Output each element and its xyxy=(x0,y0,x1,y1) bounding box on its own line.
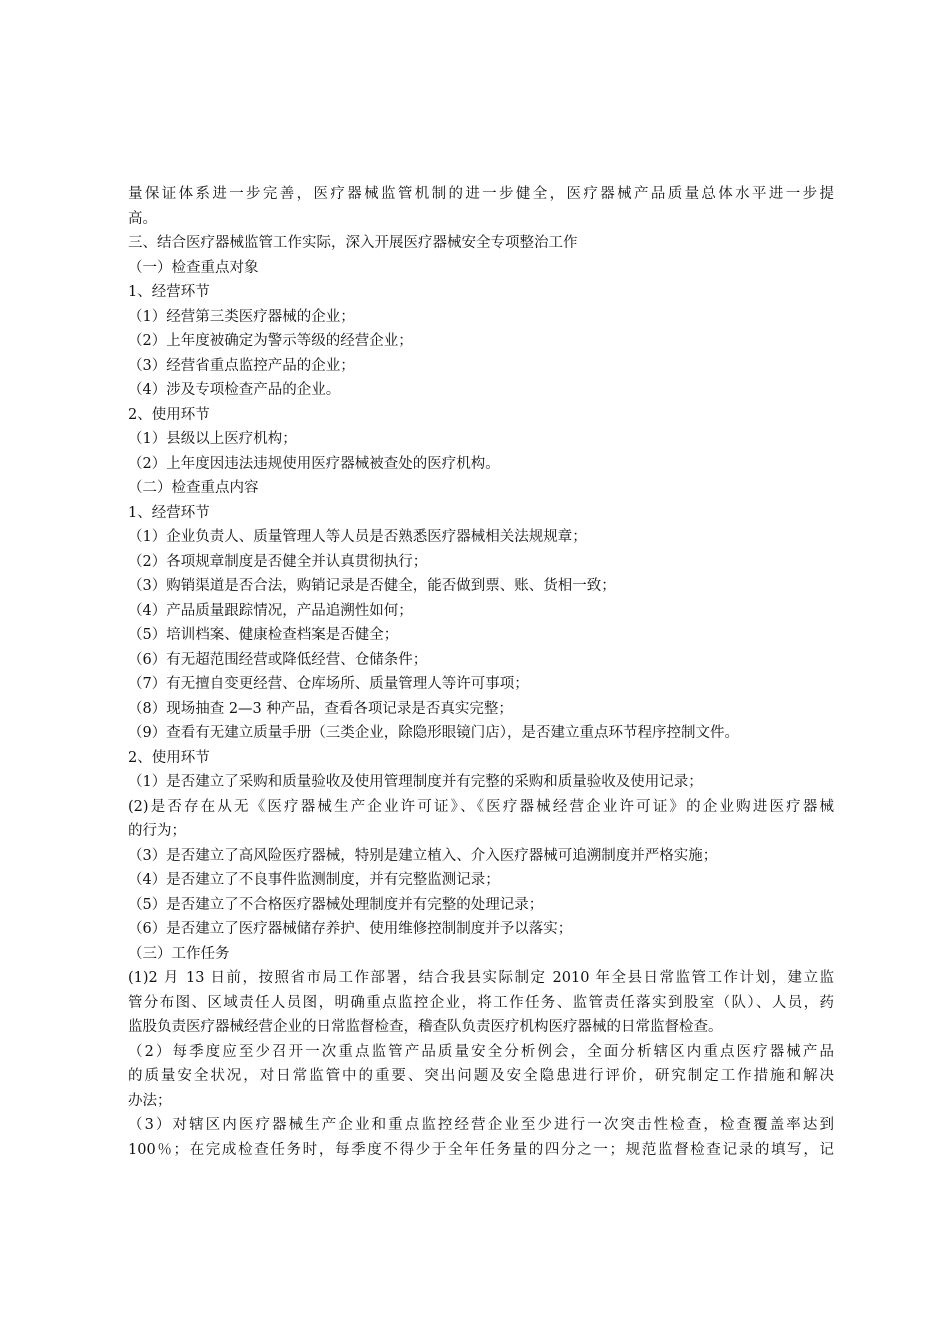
text-line: （4）产品质量跟踪情况，产品追溯性如何； xyxy=(128,602,413,619)
text-line: (2)是否存在从无《医疗器械生产企业许可证》、《医疗器械经营企业许可证》的企业购进医疗器械 xyxy=(128,798,834,815)
text-line: 2、使用环节 xyxy=(128,406,210,423)
text-line: （2）上年度被确定为警示等级的经营企业； xyxy=(128,333,413,349)
text-line: （1）企业负责人、质量管理人等人员是否熟悉医疗器械相关法规规章； xyxy=(128,529,587,545)
text-line: （3）经营省重点监控产品的企业； xyxy=(128,357,355,374)
text-line: （4）是否建立了不良事件监测制度，并有完整监测记录； xyxy=(128,872,500,888)
text-line: （1）是否建立了采购和质量验收及使用管理制度并有完整的采购和质量验收及使用记录； xyxy=(128,774,703,790)
text-line: （2）每季度应至少召开一次重点监管产品质量安全分析例会，全面分析辖区内重点医疗器械产品 xyxy=(128,1043,834,1060)
text-line: (1)2 月 13 日前，按照省市局工作部署，结合我县实际制定 2010 年全县日常监管工作计划，建立监 xyxy=(128,970,834,986)
text-line: （三）工作任务 xyxy=(128,945,230,962)
text-line: 办法； xyxy=(128,1092,172,1109)
text-line: （4）涉及专项检查产品的企业。 xyxy=(128,382,341,398)
text-line: （9）查看有无建立质量手册（三类企业，除隐形眼镜门店），是否建立重点环节程序控制文件。 xyxy=(128,725,739,741)
text-line: 的质量安全状况，对日常监管中的重要、突出问题及安全隐患进行评价，研究制定工作措施和解决 xyxy=(128,1068,834,1084)
text-line: （5）培训档案、健康检查档案是否健全； xyxy=(128,627,399,643)
text-line: （7）有无擅自变更经营、仓库场所、质量管理人等许可事项； xyxy=(128,676,529,692)
text-line: 的行为； xyxy=(128,823,186,839)
text-line: 三、结合医疗器械监管工作实际，深入开展医疗器械安全专项整治工作 xyxy=(128,235,578,251)
text-line: 监股负责医疗器械经营企业的日常监督检查，稽查队负责医疗机构医疗器械的日常监督检查。 xyxy=(128,1019,723,1035)
text-line: 高。 xyxy=(128,210,157,227)
text-line: （5）是否建立了不合格医疗器械处理制度并有完整的处理记录； xyxy=(128,896,544,913)
text-line: 1、经营环节 xyxy=(128,504,210,521)
text-line: （6）是否建立了医疗器械储存养护、使用维修控制制度并予以落实； xyxy=(128,921,573,937)
text-line: （二）检查重点内容 xyxy=(128,480,259,496)
text-line: （8）现场抽查 2—3 种产品，查看各项记录是否真实完整； xyxy=(128,700,513,717)
text-line: （3）是否建立了高风险医疗器械，特别是建立植入、介入医疗器械可追溯制度并严格实施； xyxy=(128,847,718,864)
text-line: （2）各项规章制度是否健全并认真贯彻执行； xyxy=(128,553,428,570)
text-line: （1）经营第三类医疗器械的企业； xyxy=(128,308,355,325)
text-line: 100％；在完成检查任务时，每季度不得少于全年任务量的四分之一；规范监督检查记录的填写，记 xyxy=(128,1141,834,1158)
text-line: （3）对辖区内医疗器械生产企业和重点监控经营企业至少进行一次突击性检查，检查覆盖率达到 xyxy=(128,1117,834,1133)
text-line: 1、经营环节 xyxy=(128,284,210,300)
text-line: （6）有无超范围经营或降低经营、仓储条件； xyxy=(128,651,428,668)
text-line: 量保证体系进一步完善，医疗器械监管机制的进一步健全，医疗器械产品质量总体水平进一步提 xyxy=(128,186,834,202)
document-page xyxy=(128,182,834,1162)
text-line: （一）检查重点对象 xyxy=(128,259,259,276)
text-line: （2）上年度因违法违规使用医疗器械被查处的医疗机构。 xyxy=(128,455,500,472)
text-line: （1）县级以上医疗机构； xyxy=(128,431,297,447)
text-line: （3）购销渠道是否合法，购销记录是否健全，能否做到票、账、货相一致； xyxy=(128,578,616,594)
text-line: 2、使用环节 xyxy=(128,749,210,766)
text-line: 管分布图、区域责任人员图，明确重点监控企业，将工作任务、监管责任落实到股室（队）、人员，药 xyxy=(128,994,834,1011)
